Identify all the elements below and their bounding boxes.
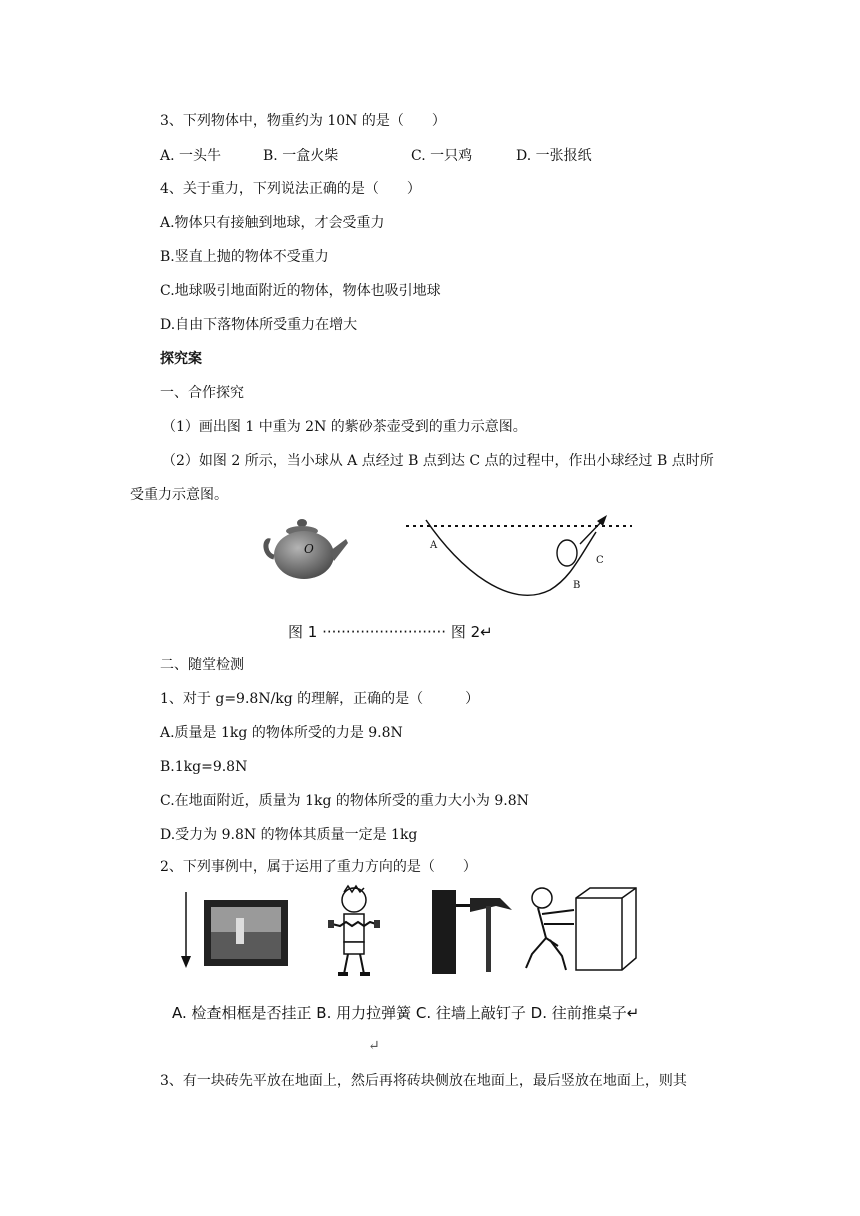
person-leg-left (344, 954, 348, 974)
pusher-leg-front (550, 940, 566, 970)
person-foot-left (338, 972, 348, 976)
q3-option-d: D. 一张报纸 (516, 148, 592, 164)
q3-option-c: C. 一只鸡 (411, 148, 473, 164)
teapot-spout (330, 539, 348, 561)
person-foot-right (360, 972, 370, 976)
teapot-point-label: O (304, 542, 314, 556)
q2-image-caption: A. 检查相框是否挂正 B. 用力拉弹簧 C. 往墙上敲钉子 D. 往前推桌子↵ (172, 1004, 640, 1022)
question-4: 4、关于重力，下列说法正确的是（ ） (160, 181, 421, 197)
check-q1-option-b: B.1kg=9.8N (160, 759, 248, 775)
q4-option-c: C.地球吸引地面附近的物体，物体也吸引地球 (160, 283, 441, 299)
explore-item-1: （1）画出图 1 中重为 2N 的紫砂茶壶受到的重力示意图。 (162, 419, 527, 435)
pusher-head (532, 888, 552, 908)
wall (432, 890, 456, 974)
pusher-leg-back (526, 938, 546, 968)
q4-option-b: B.竖直上抛的物体不受重力 (160, 249, 329, 265)
spring-pull-figure (322, 884, 386, 980)
q4-option-a: A.物体只有接触到地球，才会受重力 (160, 215, 385, 231)
track-figure (400, 510, 640, 610)
hammer-nail-figure (430, 888, 516, 976)
teapot-lid-knob (297, 519, 307, 527)
point-b-label: B (573, 580, 581, 591)
point-a-label: A (430, 540, 438, 551)
push-table-figure (516, 884, 640, 976)
q4-option-d: D.自由下落物体所受重力在增大 (160, 317, 358, 333)
point-c-label: C (596, 555, 604, 566)
subheading-cooperative: 一、合作探究 (160, 385, 244, 401)
section-heading-explore: 探究案 (160, 351, 202, 367)
table-box (576, 888, 636, 970)
person-shorts (344, 942, 364, 954)
q3-option-a: A. 一头牛 (160, 148, 222, 164)
picture-ground (211, 932, 281, 959)
subheading-check: 二、随堂检测 (160, 657, 244, 673)
check-q1-option-c: C.在地面附近，质量为 1kg 的物体所受的重力大小为 9.8N (160, 793, 529, 809)
nail (456, 904, 470, 907)
person-body (344, 914, 364, 942)
spring-handle-left (328, 920, 334, 928)
check-question-2: 2、下列事例中，属于运用了重力方向的是（ ） (160, 859, 477, 875)
explore-item-2-line-2: 受重力示意图。 (130, 487, 228, 503)
return-mark: ↵ (368, 1038, 380, 1054)
check-question-3: 3、有一块砖先平放在地面上，然后再将砖块侧放在地面上，最后竖放在地面上，则其 (160, 1073, 687, 1089)
spring-handle-right (374, 920, 380, 928)
q3-option-b: B. 一盒火柴 (263, 148, 339, 164)
figure-caption: 图 1 ·························· 图 2↵ (288, 623, 493, 641)
explore-item-2-line-1: （2）如图 2 所示，当小球从 A 点经过 B 点到达 C 点的过程中，作出小球经过 B 点时所 (162, 453, 714, 469)
teapot-handle (266, 541, 274, 557)
picture-frame-plumb-figure (180, 888, 292, 972)
question-3: 3、下列物体中，物重约为 10N 的是（ ） (160, 113, 446, 129)
ball (557, 540, 577, 566)
picture-figure (236, 918, 244, 944)
person-head (342, 888, 366, 912)
check-question-1: 1、对于 g=9.8N/kg 的理解，正确的是（ ） (160, 691, 480, 707)
teapot-figure (262, 511, 350, 583)
pusher-arm-upper (542, 910, 574, 914)
person-leg-right (360, 954, 364, 974)
check-q1-option-d: D.受力为 9.8N 的物体其质量一定是 1kg (160, 827, 418, 843)
plumb-bob (181, 956, 191, 968)
hammer-handle (486, 906, 491, 972)
check-q1-option-a: A.质量是 1kg 的物体所受的力是 9.8N (160, 725, 403, 741)
